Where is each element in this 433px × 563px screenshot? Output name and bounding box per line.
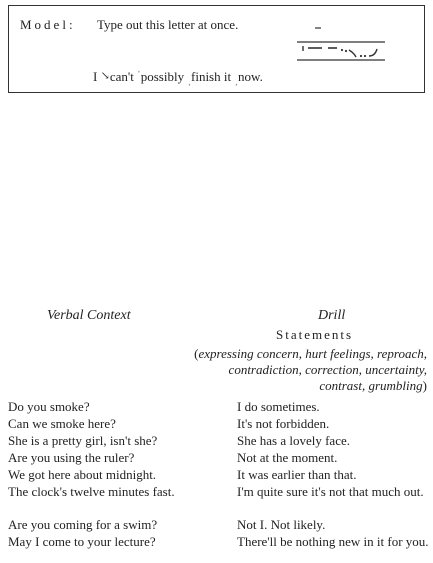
context-text: Are you coming for a swim? [8,517,158,532]
drill-text: Not at the moment. [237,450,338,465]
model-response [93,69,263,85]
response-word: finish [191,69,221,84]
drill-text: It's not forbidden. [237,416,330,431]
low-stress-mark: ˌ [187,74,191,86]
low-stress-mark: ˌ [234,74,239,86]
context-text: Can we smoke here? [8,416,116,431]
response-word: I [93,69,98,84]
drill-text: It was earlier than that. [237,467,357,482]
context-text: The clock's twelve minutes fast. [8,484,175,499]
drill-text: Not I. Not likely. [237,517,326,532]
context-text: Are you using the ruler? [8,450,135,465]
model-sentence: Type out this letter at once. [97,17,239,32]
statements-heading: Statements [276,327,354,342]
subheading-text: expressing concern, hurt feelings, reproach, contradiction, correction, uncertainty, contrast, grumbling [198,346,427,393]
context-text: Do you smoke? [8,399,90,414]
response-word: possibly [140,69,185,84]
response-word: now. [238,69,263,84]
model-label: Model: [20,17,76,32]
drill-text: There'll be nothing new in it for you. [237,534,429,549]
context-text: She is a pretty girl, isn't she? [8,433,158,448]
subheading-close-paren: ) [422,378,427,393]
response-word: it [223,69,232,84]
intonation-diagram-icon [291,24,387,68]
response-word: can't [109,69,134,84]
context-text: May I come to your lecture? [8,534,156,549]
drill-text: I'm quite sure it's not that much out. [237,484,424,499]
model-box [8,5,425,93]
subheading-open-paren: ( [194,346,199,361]
fall-tone-mark: ↘ [100,70,110,82]
statements-subheading [187,346,427,394]
drill-text: She has a lovely face. [237,433,350,448]
verbal-context-heading: Verbal Context [47,308,131,323]
drill-heading: Drill [318,308,346,323]
context-text: We got here about midnight. [8,467,157,482]
drill-text: I do sometimes. [237,399,320,414]
stress-mark: ˈ [137,69,141,81]
